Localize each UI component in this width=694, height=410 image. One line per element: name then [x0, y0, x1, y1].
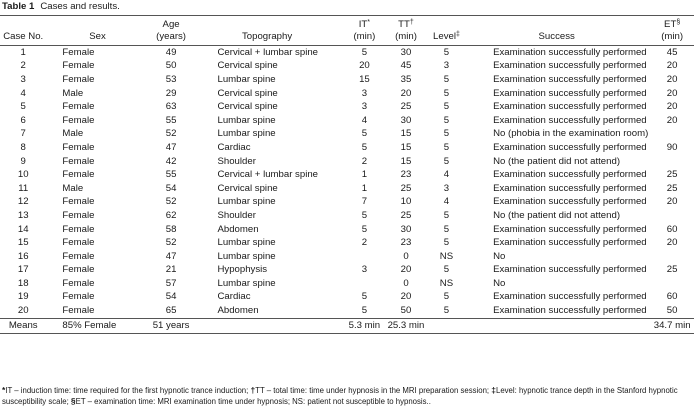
cell-case: 7: [20, 128, 26, 140]
cell-case: 2: [20, 60, 26, 72]
cell-topography: Cervical spine: [217, 101, 278, 113]
cell-age: 57: [165, 277, 177, 289]
cell-age: 53: [165, 73, 177, 85]
table-row: [0, 209, 694, 223]
cell-sex: Female: [62, 155, 95, 167]
cell-et: 60: [666, 291, 678, 303]
cell-level: 5: [443, 101, 450, 113]
table-row: [0, 73, 694, 87]
footnote-level-mark: ‡: [491, 385, 496, 395]
cell-level: 5: [443, 141, 450, 153]
cell-et: 20: [666, 87, 678, 99]
cell-case: 10: [17, 169, 29, 181]
cell-et: 25: [666, 182, 678, 194]
cell-topography: Lumbar spine: [217, 73, 276, 85]
cell-sex: Female: [62, 305, 95, 317]
footnote-tt-mark: †: [250, 385, 256, 395]
cell-sex: Female: [62, 141, 95, 153]
cell-et: 90: [666, 141, 678, 153]
cell-et: [650, 128, 694, 142]
table-caption: [2, 1, 120, 12]
cell-topography: Lumbar spine: [217, 237, 276, 249]
cell-topography: Cardiac: [217, 291, 251, 303]
cell-level: 5: [443, 73, 450, 85]
cell-success: Examination successfully performed: [493, 87, 647, 99]
cell-topography: Shoulder: [217, 155, 256, 167]
cell-success: Examination successfully performed: [493, 46, 647, 58]
table-row: [0, 264, 694, 278]
cell-topography: Hypophysis: [217, 264, 268, 276]
cell-success: Examination successfully performed: [493, 114, 647, 126]
cell-tt: 25: [400, 209, 412, 221]
cell-topography: Lumbar spine: [217, 114, 276, 126]
cell-age: 29: [165, 87, 177, 99]
cell-age: 49: [165, 46, 177, 58]
header-age: Age (years): [151, 16, 192, 46]
cell-it: 2: [361, 155, 368, 167]
cell-level: 5: [443, 264, 450, 276]
footnote-it-text: IT – induction time: time required for the first hypnotic trance induction;: [5, 386, 251, 395]
footnote-et-mark: §: [70, 396, 76, 406]
cell-age: 42: [165, 155, 177, 167]
cell-case: 19: [17, 291, 29, 303]
cell-sex: Female: [62, 46, 95, 58]
table-row: [0, 250, 694, 264]
means-row: [0, 318, 694, 333]
cell-sex: Female: [62, 73, 95, 85]
cell-case: 18: [17, 277, 29, 289]
cell-age: 62: [165, 209, 177, 221]
means-cell-tt: 25.3 min: [384, 318, 428, 333]
header-tt-label: TT: [398, 19, 410, 30]
cell-it: 5: [361, 291, 368, 303]
cell-level: 3: [443, 182, 450, 194]
cell-topography: Lumbar spine: [217, 250, 276, 262]
cell-it: 5: [361, 46, 368, 58]
cell-et: 20: [666, 237, 678, 249]
cell-age: 52: [165, 196, 177, 208]
cell-tt: 30: [400, 223, 412, 235]
cell-tt: 50: [400, 305, 412, 317]
cell-age: 54: [165, 291, 177, 303]
cell-tt: 15: [400, 128, 412, 140]
cell-tt: 20: [400, 264, 412, 276]
cell-topography: Cervical + lumbar spine: [217, 169, 318, 181]
header-tt-mark: †: [409, 19, 414, 26]
cell-level: NS: [439, 277, 454, 289]
cell-success: Examination successfully performed: [493, 101, 647, 113]
cell-success: No (the patient did not attend): [493, 155, 621, 167]
table-row: [0, 87, 694, 101]
cell-tt: 35: [400, 73, 412, 85]
cell-success: No: [493, 250, 506, 262]
cell-level: 5: [443, 223, 450, 235]
cell-case: 20: [17, 305, 29, 317]
table-row: [0, 46, 694, 60]
table-label: Table 1: [2, 1, 35, 12]
cell-et: 45: [666, 46, 678, 58]
cell-case: 15: [17, 237, 29, 249]
table-row: [0, 60, 694, 74]
cases-results-table: [0, 15, 694, 334]
footnote-et-text: ET – examination time: MRI examination time under hypnosis; NS: patient not susceptible to hypnosis..: [75, 397, 431, 406]
cell-case: 6: [20, 114, 26, 126]
cell-it: 5: [361, 128, 368, 140]
cell-topography: Shoulder: [217, 209, 256, 221]
cell-case: 13: [17, 209, 29, 221]
cell-case: 14: [17, 223, 29, 235]
header-et-label: ET: [664, 19, 677, 30]
table-row: [0, 236, 694, 250]
cell-et: 20: [666, 73, 678, 85]
cell-topography: Lumbar spine: [217, 196, 276, 208]
footnote-level-text: Level: hypnotic trance depth in the Stanford hypnotic susceptibility scale;: [2, 386, 678, 406]
cell-tt: 0: [403, 277, 409, 289]
cell-tt: 15: [400, 141, 412, 153]
cell-case: 3: [20, 73, 26, 85]
header-it: [345, 16, 385, 46]
cell-it: 15: [359, 73, 370, 85]
cell-success: Examination successfully performed: [493, 60, 647, 72]
cell-success: No (phobia in the examination room): [493, 128, 649, 140]
cell-success: No: [493, 277, 506, 289]
header-et: [650, 16, 694, 46]
cell-age: 50: [165, 60, 177, 72]
cell-topography: Cervical + lumbar spine: [217, 46, 318, 58]
cell-level: 5: [443, 305, 450, 317]
cell-case: 11: [18, 182, 29, 194]
cell-case: 5: [20, 101, 26, 113]
means-cell-case: Means: [0, 318, 46, 333]
cell-level: 5: [443, 87, 450, 99]
footnote-tt-text: TT – total time: time under hypnosis in the MRI preparation session;: [255, 386, 492, 395]
header-level: [428, 16, 465, 46]
cell-success: Examination successfully performed: [493, 237, 647, 249]
table-row: [0, 100, 694, 114]
means-cell-age: 51 years: [151, 318, 192, 333]
cell-sex: Female: [62, 169, 95, 181]
cell-tt: 25: [400, 101, 412, 113]
cell-it: 5: [361, 141, 368, 153]
table-footnote: [2, 385, 692, 407]
cell-success: Examination successfully performed: [493, 196, 647, 208]
cell-sex: Female: [62, 60, 95, 72]
table-row: [0, 223, 694, 237]
cell-it: 3: [361, 87, 368, 99]
cell-age: 47: [165, 250, 177, 262]
cell-level: 5: [443, 114, 450, 126]
table-row: [0, 141, 694, 155]
table-row: [0, 277, 694, 291]
header-it-unit: (min): [353, 31, 376, 42]
cell-et: 50: [666, 305, 678, 317]
cell-it: 1: [361, 182, 368, 194]
cell-success: No (the patient did not attend): [493, 209, 621, 221]
cell-it: 4: [361, 114, 368, 126]
cell-case: 4: [20, 87, 26, 99]
table-row: [0, 291, 694, 305]
table-row: [0, 304, 694, 318]
cell-success: Examination successfully performed: [493, 169, 647, 181]
cell-age: 55: [165, 114, 177, 126]
cell-success: Examination successfully performed: [493, 223, 647, 235]
cell-sex: Male: [62, 182, 84, 194]
cell-tt: 10: [400, 196, 412, 208]
means-cell-sex: 85% Female: [46, 318, 150, 333]
table-row: [0, 168, 694, 182]
cell-topography: Lumbar spine: [217, 277, 276, 289]
cell-sex: Female: [62, 237, 95, 249]
table-row: [0, 182, 694, 196]
cell-et: [650, 277, 694, 291]
means-cell-level: [428, 318, 465, 333]
cell-et: 20: [666, 114, 678, 126]
table-row: [0, 196, 694, 210]
cell-sex: Female: [62, 223, 95, 235]
cell-topography: Cervical spine: [217, 60, 278, 72]
cell-case: 16: [17, 250, 29, 262]
cell-tt: 20: [400, 291, 412, 303]
cell-sex: Female: [62, 250, 95, 262]
header-level-label: Level: [433, 31, 456, 42]
cell-sex: Female: [62, 277, 95, 289]
cell-age: 52: [165, 128, 177, 140]
cell-it: 2: [361, 237, 368, 249]
cell-age: 63: [165, 101, 177, 113]
cell-level: 5: [443, 237, 450, 249]
cell-level: 5: [443, 209, 450, 221]
cell-it: [345, 250, 385, 264]
table-header-row: [0, 16, 694, 46]
cell-tt: 15: [400, 155, 412, 167]
header-sex: Sex: [46, 16, 150, 46]
cell-age: 54: [165, 182, 177, 194]
header-success: Success: [465, 16, 650, 46]
cell-it: 5: [361, 305, 368, 317]
cell-tt: 20: [400, 87, 412, 99]
cell-it: 7: [361, 196, 368, 208]
cell-level: NS: [439, 250, 454, 262]
cell-tt: 30: [400, 46, 412, 58]
footnote-it-mark: *: [2, 385, 6, 395]
cell-topography: Lumbar spine: [217, 128, 276, 140]
cell-tt: 23: [400, 237, 412, 249]
cell-level: 4: [443, 169, 450, 181]
cell-success: Examination successfully performed: [493, 264, 647, 276]
cell-et: 20: [666, 196, 678, 208]
cell-et: 25: [666, 264, 678, 276]
header-it-mark: *: [367, 19, 371, 26]
header-tt-unit: (min): [395, 31, 417, 42]
means-cell-success: [465, 318, 650, 333]
cell-et: [650, 250, 694, 264]
cell-topography: Cervical spine: [217, 87, 278, 99]
cell-success: Examination successfully performed: [493, 182, 647, 194]
cell-level: 4: [443, 196, 450, 208]
cell-case: 1: [20, 46, 26, 58]
cell-case: 12: [17, 196, 29, 208]
header-it-label: IT: [358, 19, 368, 30]
cell-case: 9: [20, 155, 26, 167]
cell-sex: Female: [62, 291, 95, 303]
cell-age: 58: [165, 223, 177, 235]
cell-topography: Abdomen: [217, 305, 259, 317]
cell-it: [345, 277, 385, 291]
cell-tt: 23: [400, 169, 412, 181]
cell-tt: 45: [400, 60, 412, 72]
cell-sex: Female: [62, 196, 95, 208]
cell-success: Examination successfully performed: [493, 141, 647, 153]
cell-success: Examination successfully performed: [493, 73, 647, 85]
cell-et: 25: [666, 169, 678, 181]
cell-et: 60: [666, 223, 678, 235]
means-cell-topography: [191, 318, 344, 333]
cell-case: 8: [20, 141, 26, 153]
cell-level: 3: [443, 60, 450, 72]
cell-age: 47: [165, 141, 177, 153]
cell-success: Examination successfully performed: [493, 291, 647, 303]
cell-sex: Male: [62, 87, 84, 99]
table-row: [0, 155, 694, 169]
cell-it: 20: [359, 60, 370, 72]
cell-tt: 25: [400, 182, 412, 194]
header-et-unit: (min): [661, 31, 684, 42]
cell-topography: Cervical spine: [217, 182, 278, 194]
cell-it: 3: [361, 264, 368, 276]
cell-level: 5: [443, 46, 450, 58]
header-tt: [384, 16, 428, 46]
table-row: [0, 114, 694, 128]
cell-it: 5: [361, 209, 368, 221]
cell-sex: Male: [62, 128, 84, 140]
cell-success: Examination successfully performed: [493, 305, 647, 317]
cell-age: 65: [165, 305, 177, 317]
cell-et: [650, 155, 694, 169]
cell-sex: Female: [62, 101, 95, 113]
cell-level: 5: [443, 128, 450, 140]
means-cell-it: 5.3 min: [345, 318, 385, 333]
cell-sex: Female: [62, 209, 95, 221]
cell-it: 1: [361, 169, 368, 181]
cell-topography: Abdomen: [217, 223, 259, 235]
cell-et: 20: [666, 101, 678, 113]
cell-et: [650, 209, 694, 223]
cell-topography: Cardiac: [217, 141, 251, 153]
cell-tt: 30: [400, 114, 412, 126]
table-row: [0, 128, 694, 142]
cell-tt: 0: [403, 250, 409, 262]
cell-age: 55: [165, 169, 177, 181]
cell-it: 5: [361, 223, 368, 235]
cell-case: 17: [17, 264, 29, 276]
cell-sex: Female: [62, 114, 95, 126]
table-body: [0, 46, 694, 334]
cell-level: 5: [443, 155, 450, 167]
means-cell-et: 34.7 min: [650, 318, 694, 333]
header-case: Case No.: [0, 16, 46, 46]
header-topography: Topography: [191, 16, 344, 46]
cell-level: 5: [443, 291, 450, 303]
cell-et: 20: [666, 60, 678, 72]
cell-it: 3: [361, 101, 368, 113]
header-level-mark: ‡: [455, 31, 460, 38]
cell-age: 21: [165, 264, 177, 276]
table-title: Cases and results.: [40, 1, 120, 12]
cell-age: 52: [165, 237, 177, 249]
header-et-mark: §: [676, 19, 681, 26]
cell-sex: Female: [62, 264, 95, 276]
